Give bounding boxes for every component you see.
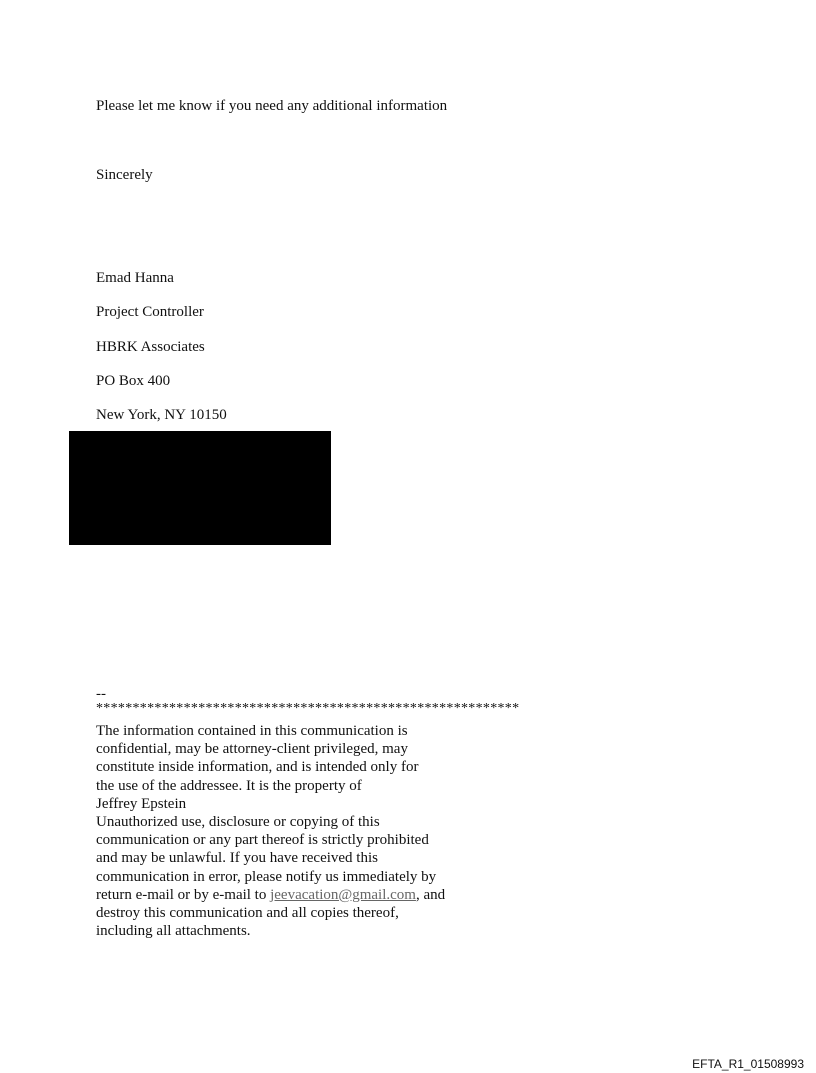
disclaimer-line: Unauthorized use, disclosure or copying of this (96, 814, 380, 831)
signature-title: Project Controller (96, 304, 204, 320)
intro-line: Please let me know if you need any additional information (96, 98, 448, 114)
disclaimer-line: including all attachments. (96, 923, 251, 940)
bates-number: EFTA_R1_01508993 (692, 1057, 804, 1071)
return-prefix-text: return e-mail or by e-mail to (96, 886, 271, 903)
disclaimer-line: The information contained in this communication is (96, 723, 408, 739)
email-link[interactable]: jeevacation@gmail.com (270, 886, 416, 903)
closing-line: Sincerely (96, 167, 153, 183)
separator-stars: ********************************************************** (96, 701, 520, 716)
return-suffix-text: , and (415, 886, 446, 903)
disclaimer-line: communication in error, please notify us immediately by (96, 868, 437, 885)
disclaimer-line: destroy this communication and all copies thereof, (96, 905, 399, 922)
signature-city-state-zip: New York, NY 10150 (96, 407, 227, 423)
disclaimer-line: constitute inside information, and is intended only for (96, 759, 419, 776)
disclaimer-line: and may be unlawful. If you have received this (96, 850, 378, 867)
separator-dashes: -- (96, 686, 106, 702)
signature-company: HBRK Associates (96, 339, 205, 355)
disclaimer-return-line (96, 886, 516, 904)
redaction-block (69, 431, 331, 545)
confidentiality-disclaimer (96, 722, 516, 940)
disclaimer-line: the use of the addressee. It is the property of (96, 777, 362, 794)
disclaimer-line: confidential, may be attorney-client privileged, may (96, 741, 408, 758)
signature-name: Emad Hanna (96, 270, 174, 286)
disclaimer-line: Jeffrey Epstein (96, 795, 187, 812)
signature-po-box: PO Box 400 (96, 373, 171, 389)
disclaimer-line: communication or any part thereof is strictly prohibited (96, 832, 429, 849)
